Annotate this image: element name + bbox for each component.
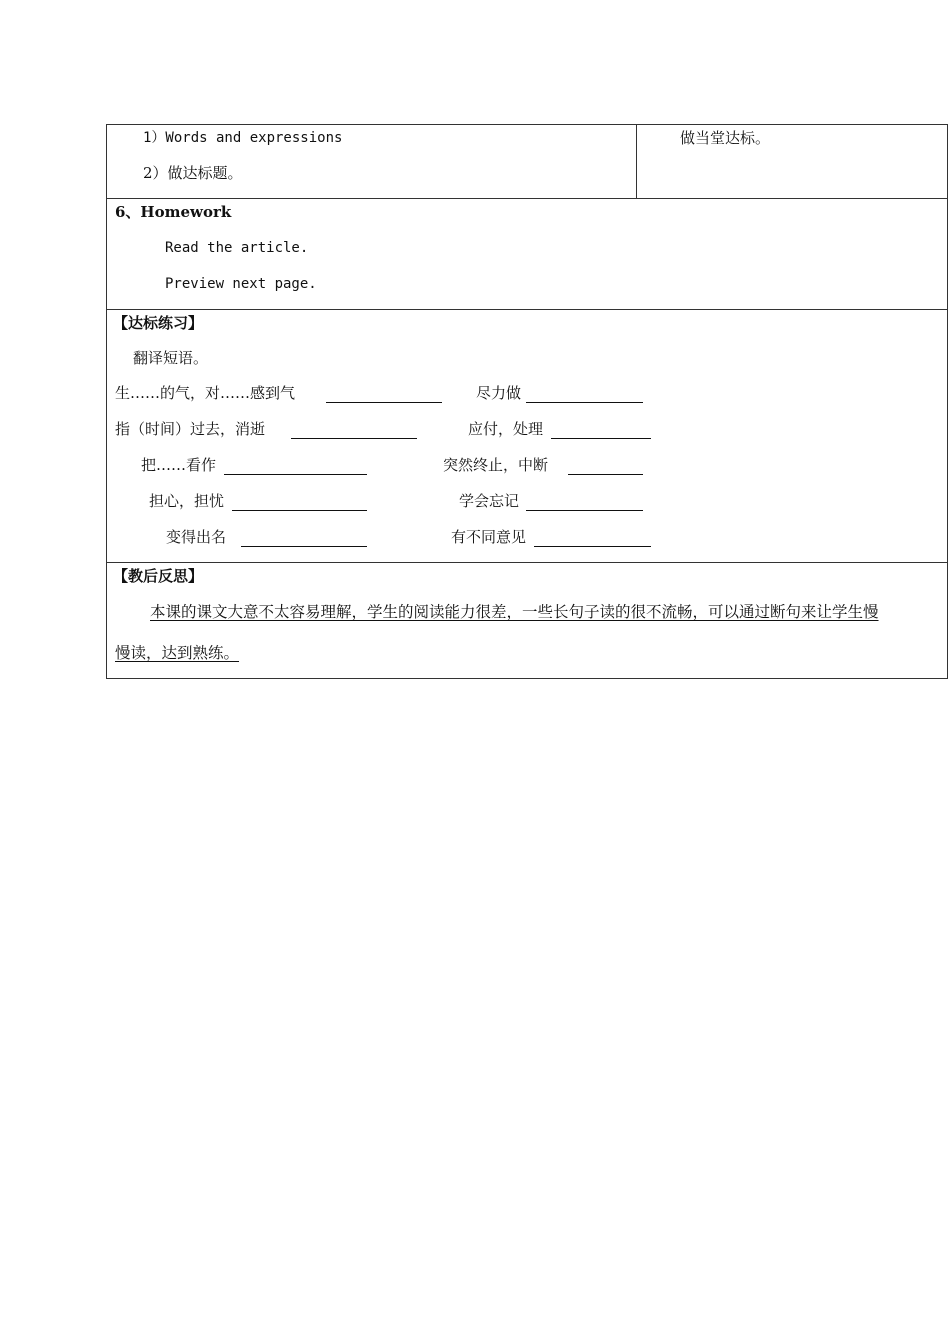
phrase-right: 学会忘记 — [459, 492, 520, 510]
reflection-heading: 【教后反思】 — [113, 567, 204, 585]
do-exercise-item: 2）做达标题。 — [143, 164, 243, 182]
phrase-right: 应付，处理 — [468, 420, 544, 438]
phrase-left: 生……的气，对……感到气 — [115, 384, 296, 402]
table-border-bottom — [106, 678, 948, 679]
answer-blank[interactable] — [568, 458, 643, 475]
answer-blank[interactable] — [526, 386, 643, 403]
phrase-left: 变得出名 — [166, 528, 227, 546]
phrase-left: 把……看作 — [141, 456, 217, 474]
row-divider-3 — [106, 562, 948, 563]
answer-blank[interactable] — [291, 422, 417, 439]
exercise-instruction: 翻译短语。 — [133, 349, 209, 367]
phrase-right: 尽力做 — [476, 384, 522, 402]
homework-line: Read the article. — [165, 240, 309, 256]
row-divider-1 — [106, 198, 948, 199]
table-border-top — [106, 124, 948, 125]
homework-heading: 6、Homework — [115, 203, 232, 221]
answer-blank[interactable] — [232, 494, 367, 511]
answer-blank[interactable] — [534, 530, 651, 547]
class-goal-text: 做当堂达标。 — [680, 129, 771, 147]
table-border-left — [106, 124, 107, 679]
table-column-divider — [636, 124, 637, 198]
answer-blank[interactable] — [551, 422, 651, 439]
reflection-text: 慢读，达到熟练。 — [115, 644, 240, 662]
row-divider-2 — [106, 309, 948, 310]
answer-blank[interactable] — [224, 458, 367, 475]
answer-blank[interactable] — [241, 530, 367, 547]
table-border-right — [947, 124, 948, 679]
phrase-right: 有不同意见 — [451, 528, 527, 546]
reflection-text: 本课的课文大意不太容易理解，学生的阅读能力很差，一些长句子读的很不流畅，可以通过断句来让学生慢 — [150, 603, 879, 621]
phrase-right: 突然终止，中断 — [443, 456, 549, 474]
words-expressions-item: 1）Words and expressions — [143, 130, 343, 146]
phrase-left: 指（时间）过去，消逝 — [115, 420, 266, 438]
homework-line: Preview next page. — [165, 276, 317, 292]
phrase-left: 担心，担忧 — [149, 492, 225, 510]
exercise-heading: 【达标练习】 — [113, 314, 204, 332]
answer-blank[interactable] — [526, 494, 643, 511]
answer-blank[interactable] — [326, 386, 442, 403]
